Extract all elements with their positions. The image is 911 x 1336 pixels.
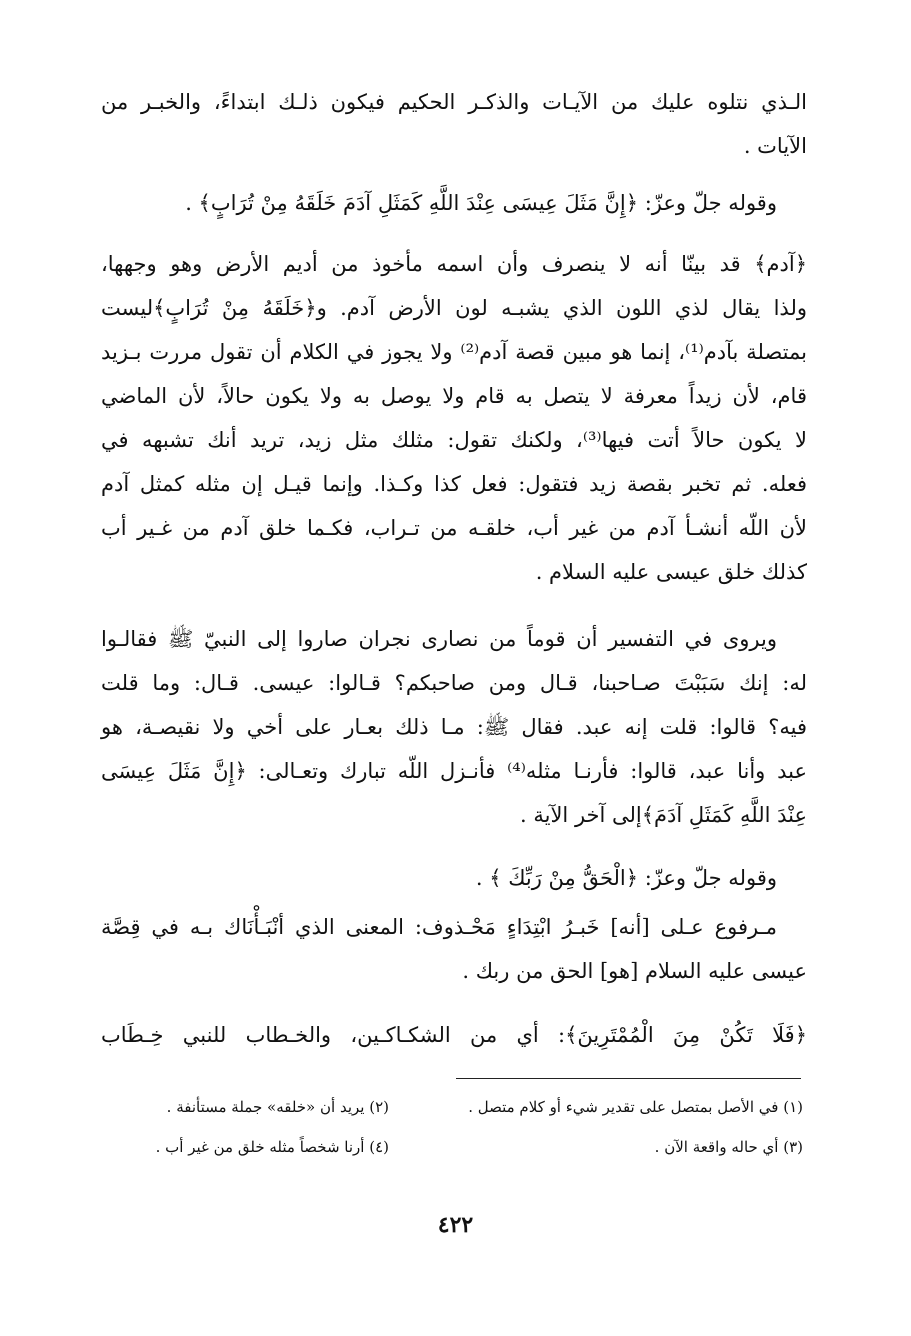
body-line-3: وقوله جلّ وعزّ: ﴿إِنَّ مَثَلَ عِيسَى عِنْدَ اللَّهِ كَمَثَلِ آدَمَ خَلَقَهُ مِنْ تُرَابٍ﴾ . (185, 191, 777, 215)
body-line-11: كذلك خلق عيسى عليه السلام . (535, 560, 807, 584)
body-line-12: ويروى في التفسير أن قوماً من نصارى نجران صاروا إلى النبيّ ﷺ فقالـوا (101, 627, 777, 651)
body-line-7: قام، لأن زيداً معرفة لا يتصل به قام ولا يوصل به ولا يكون حالاً، لأن الماضي (101, 384, 807, 408)
body-line-5: ولذا يقال لذي اللون الذي يشبـه لون الأرض آدم. و﴿خَلَقَهُ مِنْ تُرَابٍ﴾ليست (101, 296, 807, 320)
footnote-4: (٤) أرنا شخصاً مثله خلق من غير أب . (155, 1138, 389, 1156)
footnote-1: (١) في الأصل بمتصل على تقدير شيء أو كلام متصل . (468, 1098, 803, 1116)
page-number: ٤٢٢ (437, 1212, 474, 1238)
body-line-13: له: إنك سَبَبْتَ صـاحبنا، قـال ومن صاحبكم؟ قـالوا: عيسى. قـال: وما قلت (101, 671, 807, 695)
body-line-10: لأن اللّه أنشـأ آدم من غير أب، خلقـه من تـراب، فكـما خلق آدم من غـير أب (101, 516, 807, 540)
body-line-15: عبد وأنا عبد، قالوا: فأرنـا مثله⁽⁴⁾ فأنـزل اللّه تبارك وتعـالى: ﴿إِنَّ مَثَلَ عِيسَى (101, 759, 807, 783)
body-line-6: بمتصلة بآدم⁽¹⁾، إنما هو مبين قصة آدم⁽²⁾ ولا يجوز في الكلام أن تقول مررت بـزيد (101, 340, 807, 364)
body-line-2: الآيات . (743, 134, 807, 158)
footnote-3: (٣) أي حاله واقعة الآن . (654, 1138, 803, 1156)
footnote-divider (456, 1078, 801, 1079)
body-line-9: فعله. ثم تخبر بقصة زيد فتقول: فعل كذا وكـذا. وإنما قيـل إن مثله كمثل آدم (101, 472, 807, 496)
body-line-17: وقوله جلّ وعزّ: ﴿الْحَقُّ مِنْ رَبِّكَ ﴾ . (475, 866, 777, 890)
body-line-18: مـرفوع عـلى [أنه] خَبـرُ ابْتِدَاءٍ مَحْـذوف: المعنى الذي أنْبَـأْنَاك بـه في قِصَّة (101, 915, 777, 939)
body-line-19: عيسى عليه السلام [هو] الحق من ربك . (462, 959, 807, 983)
footnote-2: (٢) يريد أن «خلقه» جملة مستأنفة . (166, 1098, 389, 1116)
body-line-8: لا يكون حالاً أتت فيها⁽³⁾، ولكنك تقول: مثلك مثل زيد، تريد أنك تشبهه في (101, 428, 807, 452)
body-line-1: الـذي نتلوه عليك من الآيـات والذكـر الحكيم فيكون ذلـك ابتداءً، والخبـر من (101, 90, 807, 114)
body-line-16: عِنْدَ اللَّهِ كَمَثَلِ آدَمَ﴾إلى آخر الآية . (520, 803, 807, 827)
body-line-14: فيه؟ قالوا: قلت إنه عبد. فقال ﷺ: مـا ذلك بعـار على أخي ولا نقيصـة، هو (101, 715, 807, 739)
body-line-4: ﴿آدم﴾ قد بينّا أنه لا ينصرف وأن اسمه مأخوذ من أديم الأرض وهو وجهها، (101, 252, 807, 276)
body-line-20: ﴿فَلَا تَكُنْ مِنَ الْمُمْتَرِينَ﴾: أي من الشكـاكـين، والخـطاب للنبي خِـطَاب (101, 1023, 807, 1047)
